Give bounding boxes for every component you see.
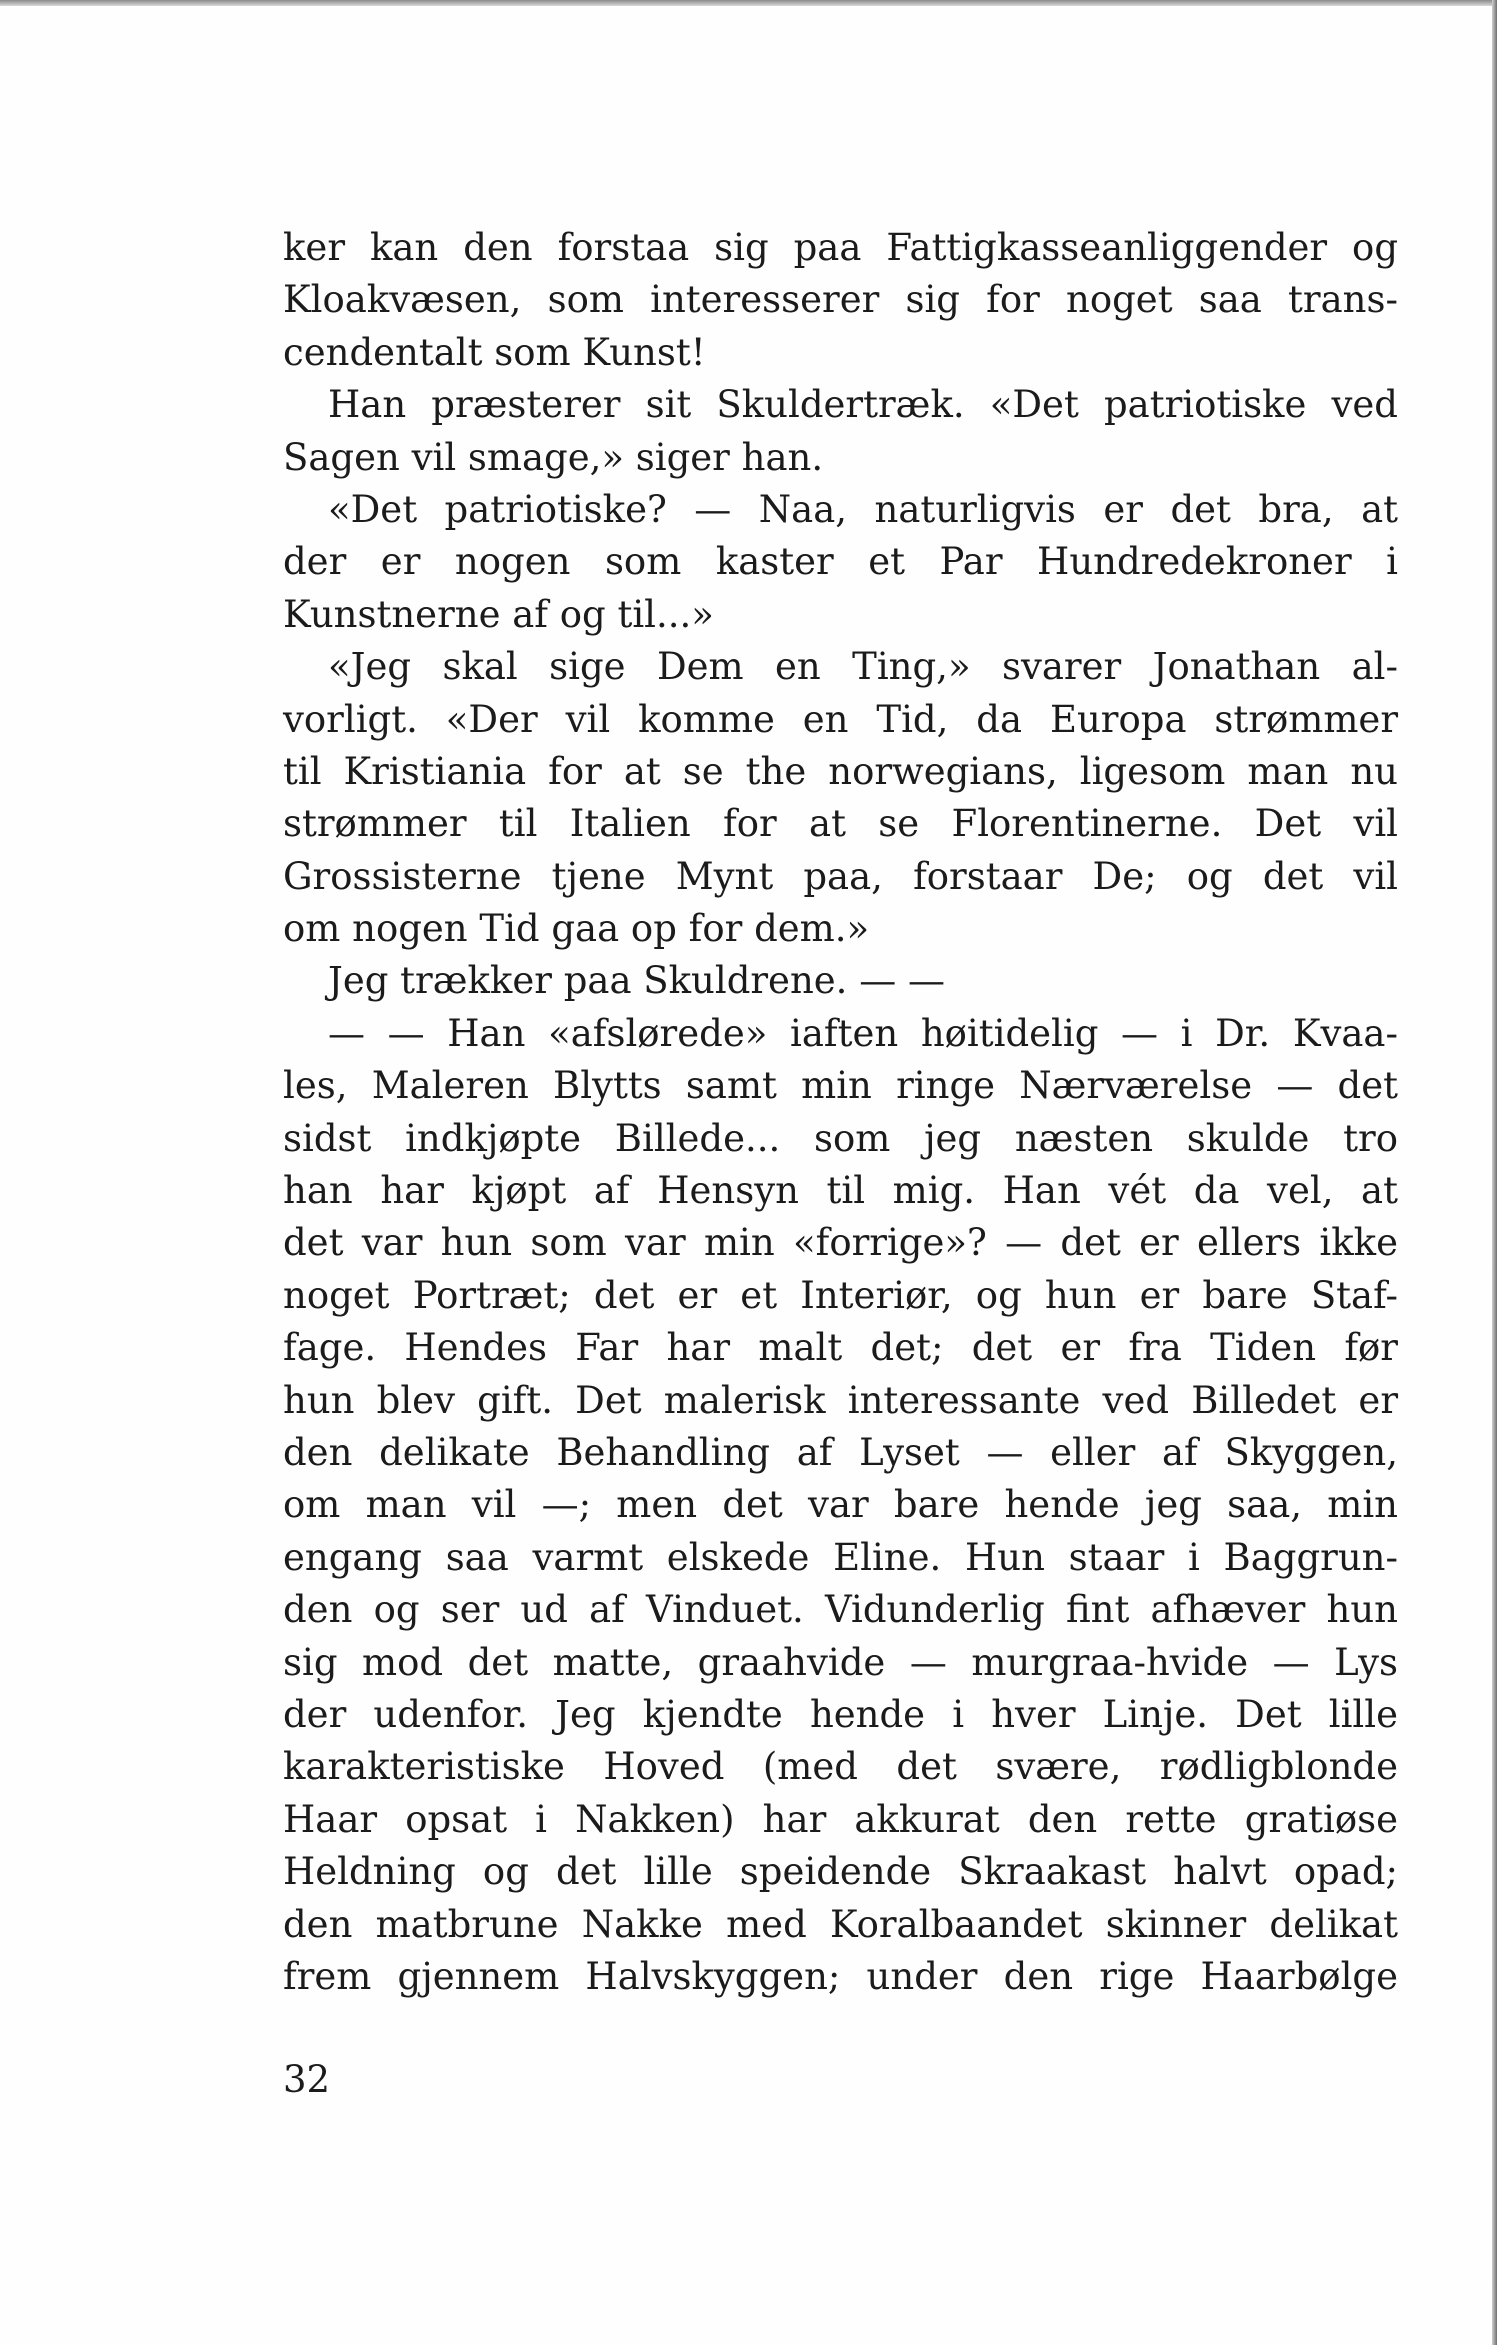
text-line: der er nogen som kaster et Par Hundredekroner i: [283, 540, 1398, 584]
text-line: les, Maleren Blytts samt min ringe Nærværelse — det: [283, 1064, 1398, 1108]
text-line: engang saa varmt elskede Eline. Hun staar i Baggrun-: [283, 1535, 1398, 1579]
text-line: — — Han «afslørede» iaften høitidelig — i Dr. Kvaa-: [328, 1011, 1398, 1055]
text-line: den matbrune Nakke med Koralbaandet skinner delikat: [283, 1902, 1398, 1946]
text-line: ker kan den forstaa sig paa Fattigkasseanliggender og: [283, 226, 1398, 269]
text-line: «Jeg skal sige Dem en Ting,» svarer Jonathan al-: [328, 645, 1398, 689]
text-line: Han præsterer sit Skuldertræk. «Det patriotiske ved: [328, 383, 1398, 427]
page-top-edge: [0, 0, 1497, 6]
page-right-edge: [1492, 0, 1497, 2345]
text-line: om nogen Tid gaa op for dem.»: [283, 907, 870, 951]
text-line: den delikate Behandling af Lyset — eller af Skyggen,: [283, 1430, 1398, 1474]
text-line: fage. Hendes Far har malt det; det er fra Tiden før: [283, 1326, 1398, 1370]
text-line: der udenfor. Jeg kjendte hende i hver Linje. Det lille: [283, 1692, 1398, 1736]
body-text: [283, 222, 1398, 2003]
text-line: den og ser ud af Vinduet. Vidunderlig fint afhæver hun: [283, 1588, 1398, 1632]
text-line: det var hun som var min «forrige»? — det er ellers ikke: [283, 1221, 1398, 1265]
text-line: om man vil —; men det var bare hende jeg saa, min: [283, 1483, 1398, 1527]
text-line: Sagen vil smage,» siger han.: [283, 435, 824, 479]
text-line: Heldning og det lille speidende Skraakast halvt opad;: [283, 1850, 1398, 1894]
text-line: sig mod det matte, graahvide — murgraa-hvide — Lys: [283, 1640, 1398, 1684]
text-line: sidst indkjøpte Billede... som jeg næsten skulde tro: [283, 1116, 1398, 1160]
text-line: cendentalt som Kunst!: [283, 330, 706, 374]
text-line: han har kjøpt af Hensyn til mig. Han vét da vel, at: [283, 1169, 1398, 1213]
text-line: Kunstnerne af og til...»: [283, 592, 714, 636]
text-line: «Det patriotiske? — Naa, naturligvis er det bra, at: [328, 487, 1398, 531]
text-line: strømmer til Italien for at se Florentinerne. Det vil: [283, 802, 1398, 846]
text-line: karakteristiske Hoved (med det svære, rødligblonde: [283, 1745, 1398, 1789]
text-line: noget Portræt; det er et Interiør, og hun er bare Staf-: [283, 1273, 1398, 1317]
text-line: frem gjennem Halvskyggen; under den rige Haarbølge: [283, 1954, 1398, 1998]
text-line: til Kristiania for at se the norwegians, ligesom man nu: [283, 749, 1398, 793]
page-number: 32: [283, 2058, 331, 2101]
text-line: Kloakvæsen, som interesserer sig for noget saa trans-: [283, 278, 1398, 322]
text-line: Haar opsat i Nakken) har akkurat den rette gratiøse: [283, 1797, 1398, 1841]
text-line: Jeg trækker paa Skuldrene. — —: [328, 959, 945, 1003]
text-line: vorligt. «Der vil komme en Tid, da Europa strømmer: [283, 697, 1398, 741]
text-line: Grossisterne tjene Mynt paa, forstaar De; og det vil: [283, 854, 1398, 898]
text-line: hun blev gift. Det malerisk interessante ved Billedet er: [283, 1378, 1398, 1422]
